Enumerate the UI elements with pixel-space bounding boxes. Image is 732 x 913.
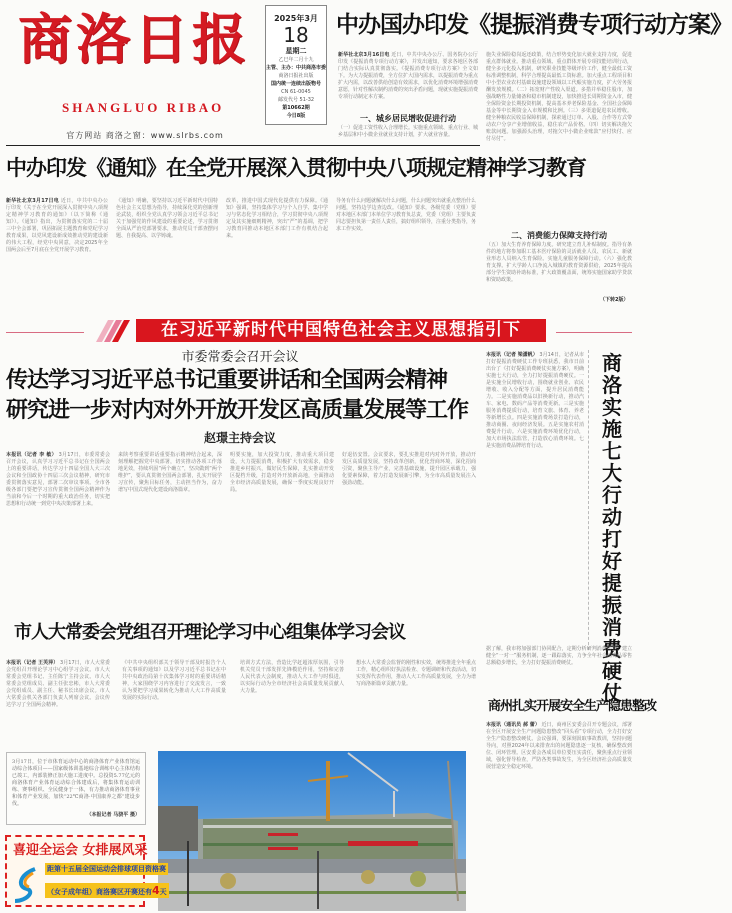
consumption-col-1b: （一）促进工资性收入合理增长。实施重点领域、重点行业、城乡基层和中小微企业就业支持计划，扩大就业容量。 bbox=[338, 125, 479, 138]
safety-body: 本报讯（通讯员 郝 蕾） 近日，商州区安委会召开专题会议，部署在全区开展安全生产问题隐患整改“回头看”专项行动，全力打好安全生产隐患整改硬仗。会议强调，要深刻汲取事故教训，坚持问题导向，对照2024年以来排查出的问题隐患逐一复核，确保整改到位、闭环管理。区安委会各成员单位要压实责任，聚焦重点行业领域，强化督导检查，严防各类事故发生，为全区经济社会高质量发展营造安全稳定环境。 bbox=[486, 722, 633, 770]
countdown-days: 4 bbox=[152, 884, 160, 897]
games-logo-icon bbox=[13, 867, 41, 903]
consumption-col-1: 新华社北京3月16日电 近日，中共中央办公厅、国务院办公厅印发《提振消费专项行动方案》，并发出通知，要求各地区各部门结合实际认真贯彻落实。《提振消费专项行动方案》全文如下。为大力提振消费，全方位扩大国内需求，以提振消费为重点扩大内需，以改善供给创造有效需求，以优化消费环境增强消费意愿，针对性解决制约消费的突出矛盾问题，现就实施提振消费专项行动制定本方案。 bbox=[338, 52, 479, 100]
dateline: 新华社北京3月16日电 bbox=[338, 52, 390, 58]
cn-label: 国内统一连续出版物号 bbox=[270, 81, 321, 87]
ad-title: 喜迎全运会 女排展风采 bbox=[13, 843, 148, 858]
page-count: 今日8版 bbox=[286, 113, 306, 119]
website-line bbox=[60, 130, 230, 141]
theme-banner: 在习近平新时代中国特色社会主义思想指引下 bbox=[136, 319, 546, 342]
photo-credit: （本报记者 马骁平 摄） bbox=[86, 812, 140, 818]
divider bbox=[6, 145, 480, 146]
photo-caption-box bbox=[6, 752, 146, 825]
weekday: 星期二 bbox=[285, 47, 307, 55]
npc-col-1: 本报讯（记者 王芙萍） 3月17日，市人大常委会党组召开理论学习中心组学习会议。市人大常委会党组书记、主任陈宁主持会议。市人大常委会党组成员、副主任张忠彬，市人大常委会党组成员、副主任、秘书长出席会议。市人大常委会机关各部门负责人列席会议。会议传达学习了全国两会精神。 bbox=[6, 660, 111, 708]
safety-headline[interactable]: 商州扎实开展安全生产隐患整改 bbox=[488, 699, 657, 714]
consumption-col-2: 施失业保险稳岗返还政策，结合形势变化加大就业支持力度，促进重点群体就业。推动重点领域、重点群体开展专项技能培训行动，健全多元化投入机制，研究职业技能等级评价工作，健全最低工资标准调整机制，科学合理提高最低工资标准。加大重点工程项目和中小型农业农村基础设施建设领域以工代赈实施力度，扩大劳务报酬发放规模。（二）拓宽财产性收入渠道。多措并举稳住股市，加强战略性力量储备和稳市机制建设，加快推进长周期资金入市，健全保险资金长期投资机制，提高基本养老保险基金、全国社会保障基金等中长期资金入市规模和比例。（三）多渠道促进农民增收。健全种粮农民收益保障机制，探索通过订单、入股、合作等方式带动农户分享产业增值收益，稳住农产品价格。（四）切实解决拖欠账款问题。加强源头治理，对拖欠中小微企业账款“应付快付、应付尽付”。 bbox=[486, 52, 632, 142]
committee-kicker: 市委常委会召开会议 bbox=[181, 350, 299, 365]
divider bbox=[588, 350, 589, 650]
newspaper-logo: 商洛日报 bbox=[18, 7, 250, 71]
website-link[interactable]: www.slrbs.com bbox=[150, 131, 224, 140]
cn-number: CN 61-0045 bbox=[281, 89, 311, 95]
npc-col-4: 想水人大常委会监督的刚性和实效，统筹推进全年重点工作，精心组织好执法检查、专题调研和代表活动，切实发挥代表作用，推动人大工作高质量发展，全力为谱写商洛新篇章贡献力量。 bbox=[356, 660, 477, 687]
section-heading: 二、消费能力保障支持行动 bbox=[511, 231, 607, 240]
section-heading: 一、城乡居民增收促进行动 bbox=[360, 114, 456, 123]
publisher: 商洛日报社出版 bbox=[278, 73, 314, 79]
banner-right-line bbox=[556, 332, 632, 333]
notice-col-2: 《通知》明确，要坚持以习近平新时代中国特色社会主义思想为指导，持续深化党的创新理论武装，组织全党认真学习领会习近平总书记关于加强党的作风建设的重要论述，学习贯彻全面从严治党部署要求，推动党员干部查摆问题、自我提高、以学铸魂。 bbox=[116, 198, 218, 239]
website-label: 官方网站 商洛之窗： bbox=[66, 131, 151, 140]
npc-headline[interactable]: 市人大常委会党组召开理论学习中心组集体学习会议 bbox=[14, 622, 405, 643]
committee-col-1: 本报讯（记者 李 敏） 3月17日，市委常委会召开会议，认真学习习近平总书记在全国两会上的重要讲话，传达学习十四届全国人大三次会议和全国政协十四届三次会议精神，研究市委贯彻落实意见，部署二次审议事项。全市各级各部门要把学习宣传贯彻全国两会精神作为当前和今后一个时期的重大政治任务，切实把思想和行动统一到党中央决策部署上来。 bbox=[6, 452, 111, 507]
sponsor: 主管、主办：中共商洛市委 bbox=[266, 65, 327, 71]
issue-number: 第10662期 bbox=[282, 105, 310, 111]
photo-caption-text: 3月17日，位于市体育运动中心的商洛体育产业体育馆运动综合体项目——国家级体训基地综合训练中心主体结构已竣工，内部装修正加大施工进度中。总投资5.77亿元的商洛体育产业体育运动综合体建成后，将集体育运动训练、赛事组织、全民健身于一体，有力推动商洛体育事业和体育产业发展，加快“22℃商洛·中国康养之都”建设步伐。 bbox=[12, 759, 140, 807]
npc-col-3: 培训方式方法，营造比学赶超浓厚氛围，引导机关党员干部发挥先锋模范作用，坚持和完善人民代表大会制度，推动人大工作与时俱进，以实际行动为全市经济社会高质量发展贡献人大力量。 bbox=[240, 660, 344, 694]
committee-col-3: 明要实施，加大投资力度，推动重大项目建设，大力提振消费，积极扩大有效需求，稳步推进乡村振兴，做好民生保障，扎实推动开发区提档升级，打造对外开放新高地，全面推动全市经济高质量发展，确保一季度实现良好开局。 bbox=[230, 452, 334, 493]
committee-byline: 赵璟主持会议 bbox=[203, 431, 276, 445]
ad-countdown: （女子成年组）商洛赛区开赛还有4天 bbox=[47, 884, 167, 897]
notice-col-1: 新华社北京3月17日电 近日，中共中央办公厅印发《关于在全党开展深入贯彻中央八项规定精神学习教育的通知》（以下简称《通知》）。《通知》指出，为贯彻落实党的二十届三中全会部署，巩固拓展主题教育和党纪学习教育成果，以党风建设新成效推动党的建设新的伟大工程，经党中央同意，决定2025年全国两会后至7月底在全党开展学习教育。 bbox=[6, 198, 108, 253]
date-day: 18 bbox=[283, 23, 309, 47]
lunar-date: 乙巳年二月十九 bbox=[278, 57, 314, 63]
newspaper-logo-english: SHANGLUO RIBAO bbox=[62, 100, 225, 115]
seven-actions-tail: 据了解，我市将加强部门协同配合，定期分析研判消费形势，建立健全“一对一”服务机制，逐一跟踪落实，力争全年社会消费品零售总额稳步增长，全力打好提振消费硬仗。 bbox=[486, 646, 632, 666]
stadium-construction-photo bbox=[158, 751, 466, 911]
issue-info-box bbox=[265, 5, 327, 125]
continued-note[interactable]: （下转2版） bbox=[600, 297, 629, 303]
notice-headline[interactable]: 中办印发《通知》在全党开展深入贯彻中央八项规定精神学习教育 bbox=[6, 156, 586, 180]
notice-col-4: 导务有什么问题就解决什么问题，什么问题突出就重点整治什么问题，坚持边学边查边改。《通知》要求，各级党委（党组）要对本地区本部门本单位学习教育负总责，党委（党组）主要负责同志要担负第一责任人责任，搞好组织领导，注重分类指导，务求工作实效。 bbox=[336, 198, 477, 232]
seven-actions-body: 本报讯（记者 梁潇帆） 3月14日，记者从市打好提振消费硬仗工作专班获悉，我市日前出台了《打好提振消费硬仗实施方案》，明确实施七大行动，全力打好提振消费硬仗。一是实施全民增收行动，围绕就业创业、农民增收、收入分配等方面，提升居民消费能力。二是实施消费品以旧换新行动，推动汽车、家电、数码产品等消费更新。三是实施服务消费提质行动，培育文旅、体育、养老等新增长点。四是实施消费场景打造行动，推动商圈、夜间经济发展。五是实施农村消费提升行动。六是实施消费环境优化行动，加大市场执法监管，打造放心消费环境。七是实施消费品牌培育行动。 bbox=[486, 352, 585, 449]
consumption-col-2b: （五）加大生育养育保障力度。研究建立育儿补贴制度。指导有条件的地方将参加职工基本医疗保险的灵活就业人员、农民工、新就业形态人员纳入生育保险。实施儿童服务保障行动。（六）强化教育支撑。扩大学龄人口净流入城镇的教育资源供给，2025年提高部分学生资助补助标准，扩大政策覆盖面，统筹实施国家助学贷款和资助政策。 bbox=[486, 242, 632, 283]
notice-col-3: 改革，推进中国式现代化提供有力保障。《通知》强调，坚持集体学习与个人自学、集中学习与常态化学习相结合，学习贯彻中央八项规定及其实施细则精神，突出“严”的基调，把学习教育同推动本地区本部门工作有机结合起来。 bbox=[226, 198, 328, 239]
banner-left-line bbox=[6, 332, 84, 333]
npc-col-2: 《中共中央组织部关于领导干部及时报告个人有关事项的通知》以及学习习近平总书记在中共中央政治局第十次集体学习时的重要讲话精神，大家围绕学习内容进行了交流发言，一致认为要把学习成果转化为推动人大工作高质量发展的实际行动。 bbox=[122, 660, 226, 701]
postal-code: 邮发代号 51-32 bbox=[277, 97, 315, 103]
games-countdown-ad[interactable] bbox=[5, 835, 167, 907]
committee-col-4: 好退伍安置。会议要求，要扎实推进对内对外开放，推动开发区高质量发展，坚持改革创新，优化营商环境，深化招商引资，聚焦主导产业，完善基础设施，提升园区承载力，强化要素保障，着力打造发展新引擎，为全市高质量发展注入强劲动能。 bbox=[342, 452, 476, 486]
date-year-month: 2025年3月 bbox=[274, 14, 318, 23]
committee-headline-2[interactable]: 研究进一步对内对外开放开发区高质量发展等工作 bbox=[6, 398, 469, 423]
seven-actions-headline[interactable]: 商洛实施七大行动打好提振消费硬仗 bbox=[602, 351, 622, 705]
banner-stripes-decoration bbox=[96, 320, 132, 342]
consumption-headline[interactable]: 中办国办印发《提振消费专项行动方案》 bbox=[336, 12, 732, 38]
committee-col-2: 来陕考察重要讲话重要指示精神结合起来，深刻理解把握党中央部署，切实推动各项工作落地见效，持续巩固“两个确立”，坚决做到“两个维护”，要认真贯彻全国两会部署，扎实开展学习宣传，聚焦目标任务，主动担当作为，奋力谱写中国式现代化建设商洛篇章。 bbox=[118, 452, 222, 493]
ad-subtitle: 距第十五届全国运动会排球项目资格赛 bbox=[47, 865, 166, 873]
committee-headline-1[interactable]: 传达学习习近平总书记重要讲话和全国两会精神 bbox=[6, 368, 448, 393]
